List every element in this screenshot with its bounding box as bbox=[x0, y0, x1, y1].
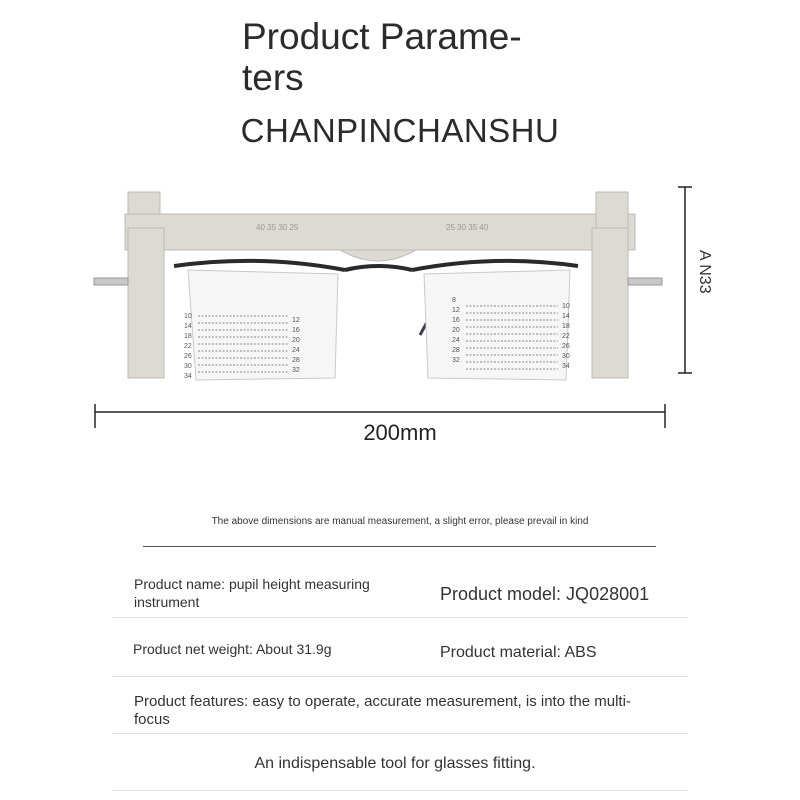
param-product-model: Product model: JQ028001 bbox=[440, 584, 650, 604]
param-product-name: Product name: pupil height measuring instrument bbox=[134, 576, 370, 610]
scale-number: 14 bbox=[184, 323, 192, 330]
scale-number: 10 bbox=[562, 303, 570, 310]
row-divider bbox=[112, 676, 688, 677]
scale-number: 12 bbox=[452, 307, 460, 314]
scale-number: 8 bbox=[452, 297, 456, 304]
scale-number: 28 bbox=[452, 347, 460, 354]
scale-number: 22 bbox=[184, 343, 192, 350]
scale-number: 26 bbox=[184, 353, 192, 360]
scale-number: 20 bbox=[452, 327, 460, 334]
scale-number: 26 bbox=[562, 343, 570, 350]
page-title: Product Parame-ters bbox=[242, 16, 522, 98]
scale-number: 10 bbox=[184, 313, 192, 320]
width-dimension-label: 200mm bbox=[363, 420, 437, 445]
scale-number: 18 bbox=[562, 323, 570, 330]
scale-number: 32 bbox=[292, 367, 300, 374]
scale-number: 20 bbox=[292, 337, 300, 344]
disclaimer-note: The above dimensions are manual measurement, a slight error, please prevail in kind bbox=[211, 516, 589, 527]
param-features: Product features: easy to operate, accurate measurement, is into the multi-focus bbox=[134, 693, 631, 728]
row-divider bbox=[112, 733, 688, 734]
right-outer-scale-numbers bbox=[562, 303, 570, 370]
scale-number: 14 bbox=[562, 313, 570, 320]
param-net-weight: Product net weight: About 31.9g bbox=[133, 641, 332, 657]
page-subtitle: CHANPINCHANSHU bbox=[240, 112, 560, 149]
scale-number: 34 bbox=[562, 363, 570, 370]
scale-number: 34 bbox=[184, 373, 192, 380]
scale-number: 24 bbox=[452, 337, 460, 344]
note-divider bbox=[143, 546, 656, 547]
left-top-scale: 40 35 30 25 bbox=[256, 223, 299, 232]
left-scale-numbers bbox=[184, 313, 192, 380]
height-dimension bbox=[678, 187, 692, 373]
product-illustration bbox=[0, 170, 800, 450]
scale-number: 16 bbox=[292, 327, 300, 334]
scale-number: 12 bbox=[292, 317, 300, 324]
scale-number: 32 bbox=[452, 357, 460, 364]
param-material: Product material: ABS bbox=[440, 644, 597, 661]
height-dimension-label: A N33 bbox=[696, 250, 713, 294]
glasses-frame bbox=[174, 261, 578, 270]
scale-number: 18 bbox=[184, 333, 192, 340]
scale-number: 16 bbox=[452, 317, 460, 324]
row-divider bbox=[112, 617, 688, 618]
right-top-scale: 25 30 35 40 bbox=[446, 223, 489, 232]
scale-number: 28 bbox=[292, 357, 300, 364]
scale-number: 24 bbox=[292, 347, 300, 354]
scale-number: 30 bbox=[562, 353, 570, 360]
scale-number: 30 bbox=[184, 363, 192, 370]
right-scale-numbers bbox=[452, 297, 460, 364]
tagline: An indispensable tool for glasses fitting. bbox=[254, 755, 536, 772]
row-divider bbox=[112, 790, 688, 791]
scale-number: 22 bbox=[562, 333, 570, 340]
